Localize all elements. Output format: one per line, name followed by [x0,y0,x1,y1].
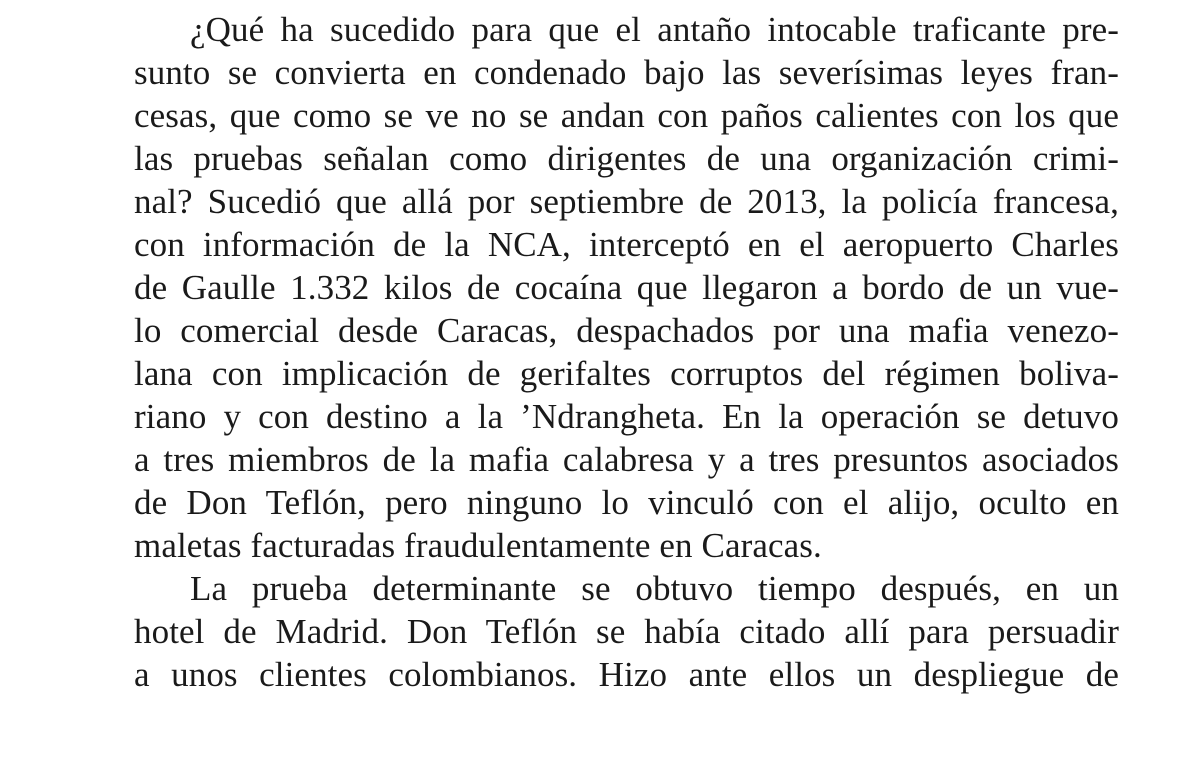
text-line: con información de la NCA, interceptó en el aeropuerto Charles [134,225,1119,264]
clipped-previous-line [130,0,1120,4]
text-line: cesas, que como se ve no se andan con paños calientes con los que [134,96,1119,135]
text-line: de Gaulle 1.332 kilos de cocaína que llegaron a bordo de un vue- [134,268,1119,307]
body-text [134,8,1119,696]
text-line: nal? Sucedió que allá por septiembre de 2013, la policía francesa, [134,182,1119,221]
text-line: sunto se convierta en condenado bajo las severísimas leyes fran- [134,53,1119,92]
text-line: lo comercial desde Caracas, despachados por una mafia venezo- [134,311,1119,350]
paragraph-2 [134,567,1119,696]
text-line: hotel de Madrid. Don Teflón se había citado allí para persuadir [134,612,1119,651]
paragraph-1 [134,8,1119,567]
text-line: La prueba determinante se obtuvo tiempo después, en un [190,569,1119,608]
text-line: las pruebas señalan como dirigentes de una organización crimi- [134,139,1119,178]
text-line: riano y con destino a la ’Ndrangheta. En la operación se detuvo [134,397,1119,436]
text-line: ¿Qué ha sucedido para que el antaño intocable traficante pre- [190,10,1119,49]
text-line: a tres miembros de la mafia calabresa y a tres presuntos asociados [134,440,1119,479]
text-line: lana con implicación de gerifaltes corruptos del régimen boliva- [134,354,1119,393]
text-line: a unos clientes colombianos. Hizo ante ellos un despliegue de [134,655,1119,694]
text-line: de Don Teflón, pero ninguno lo vinculó con el alijo, oculto en [134,483,1119,522]
text-line: maletas facturadas fraudulentamente en Caracas. [134,526,822,565]
